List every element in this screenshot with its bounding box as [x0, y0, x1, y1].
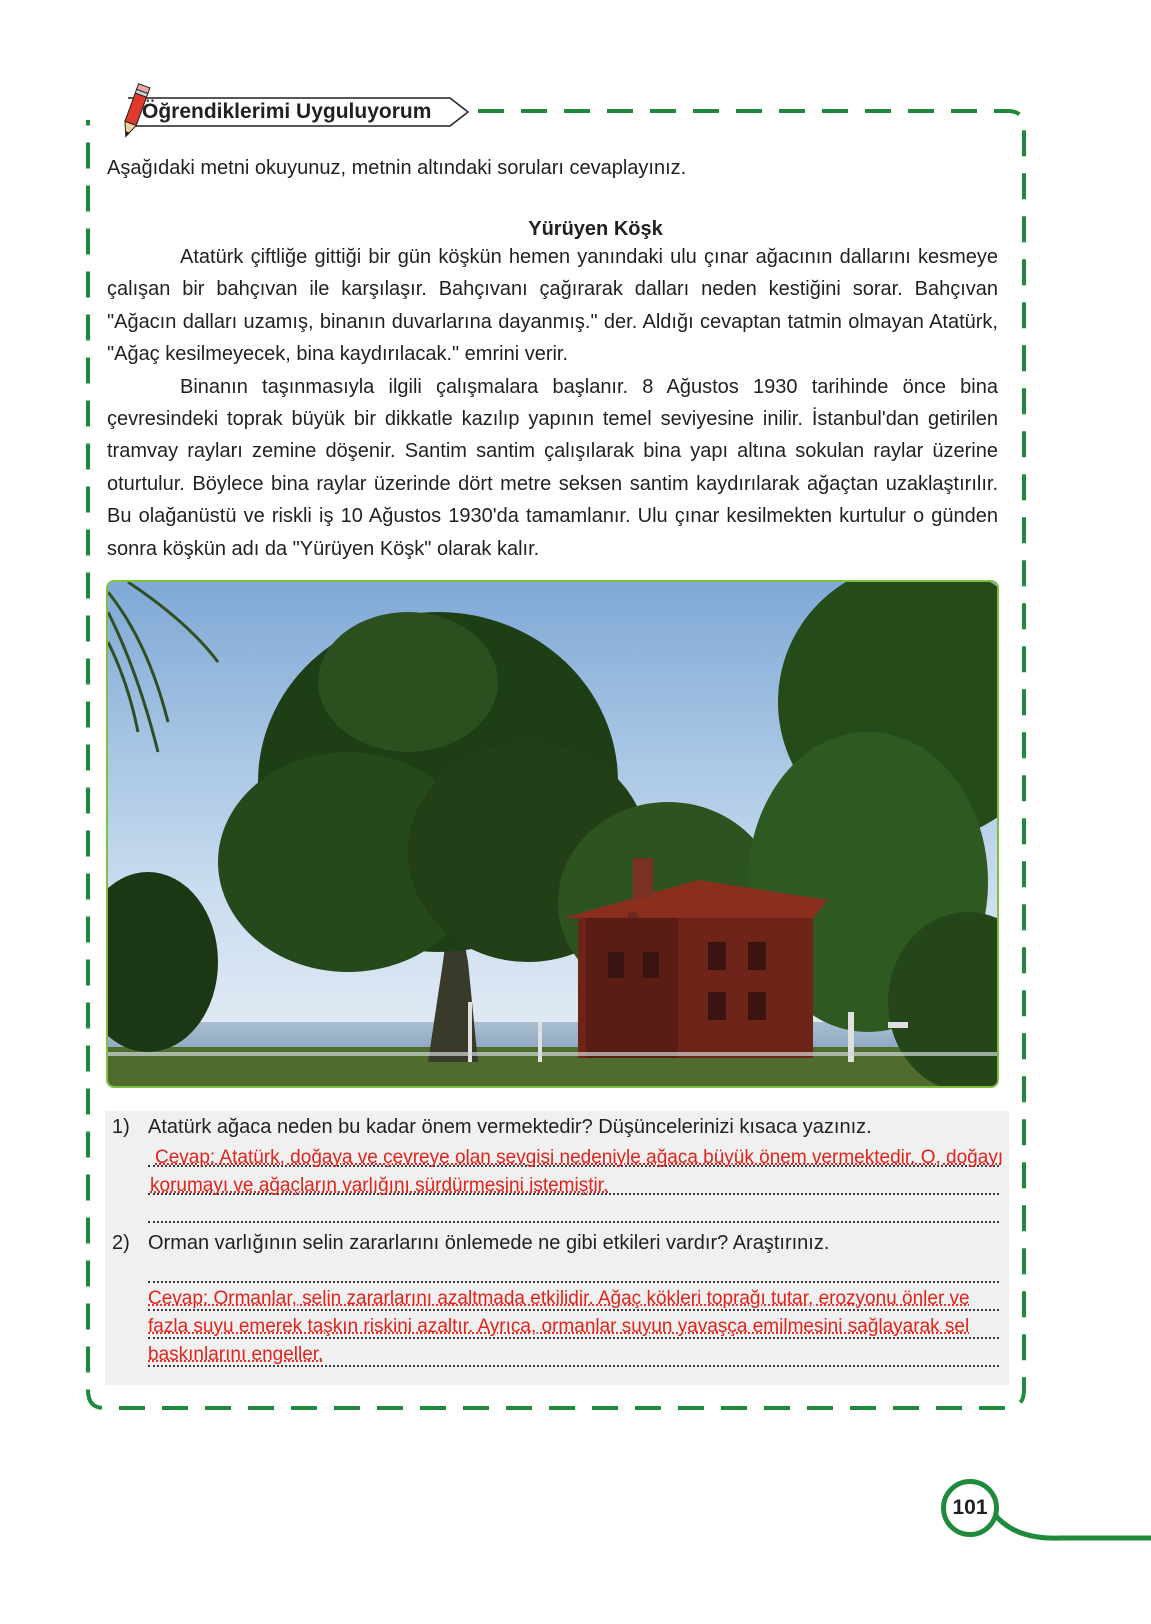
- question-1-number: 1): [112, 1116, 130, 1138]
- section-header-label: Öğrendiklerimi Uyguluyorum: [142, 100, 432, 123]
- question-2-text: Orman varlığının selin zararlarını önlemede ne gibi etkileri vardır? Araştırınız.: [148, 1232, 830, 1254]
- yuruyen-kosk-photo: [106, 580, 999, 1088]
- answer-2-line-1[interactable]: Cevap: Ormanlar, selin zararlarını azaltmada etkilidir. Ağaç kökleri toprağı tutar, erozyonu önler ve: [148, 1288, 970, 1309]
- answer-line: [148, 1281, 999, 1283]
- story-title: Yürüyen Köşk: [528, 218, 663, 240]
- answer-line: [148, 1221, 999, 1223]
- question-2-number: 2): [112, 1232, 130, 1254]
- answer-1-line-1[interactable]: Cevap: Atatürk, doğaya ve çevreye olan sevgisi nedeniyle ağaca büyük önem vermektedir. O, doğayı: [155, 1147, 1004, 1168]
- photo-illustration: [108, 582, 999, 1088]
- page-number: 101: [941, 1479, 999, 1537]
- answer-2-line-3[interactable]: baskınlarını engeller.: [148, 1344, 324, 1365]
- instruction-text: Aşağıdaki metni okuyunuz, metnin altındaki soruları cevaplayınız.: [107, 157, 687, 179]
- answer-2-line-2[interactable]: fazla suyu emerek taşkın riskini azaltır. Ayrıca, ormanlar suyun yavaşça emilmesini sağlayarak sel: [148, 1316, 970, 1337]
- story-paragraph: Binanın taşınmasıyla ilgili çalışmalara başlanır. 8 Ağustos 1930 tarihinde önce bina çevresindeki toprak büyük bir dikkatle kazılıp yapının temel seviyesine inilir. İstanbul'dan getirilen tramvay rayları zemine döşenir. Santim santim çalışılarak bina yapı altına sokulan raylar üzerine oturtulur. Böylece bina raylar üzerinde dört metre seksen santim kaydırılarak ağaçtan uzaklaştırılır. Bu olağanüstü ve riskli iş 10 Ağustos 1930'da tamamlanır. Ulu çınar kesilmekten kurtulur o günden sonra köşkün adı da "Yürüyen Köşk" olarak kalır.: [107, 375, 998, 560]
- story-text: [107, 241, 998, 565]
- question-1-text: Atatürk ağaca neden bu kadar önem vermektedir? Düşüncelerinizi kısaca yazınız.: [148, 1116, 872, 1138]
- story-paragraph: Atatürk çiftliğe gittiği bir gün köşkün hemen yanındaki ulu çınar ağacının dallarını kesmeye çalışan bir bahçıvan ile karşılaşır. Bahçıvanı çağırarak dalları neden kestiğini sorar. Bahçıvan "Ağacın dalları uzamış, binanın duvarlarına dayanmış." der. Aldığı cevaptan tatmin olmayan Atatürk, "Ağaç kesilmeyecek, bina kaydırılacak." emrini verir.: [107, 246, 998, 366]
- answer-1-line-2[interactable]: korumayı ve ağaçların varlığını sürdürmesini istemiştir.: [150, 1175, 609, 1196]
